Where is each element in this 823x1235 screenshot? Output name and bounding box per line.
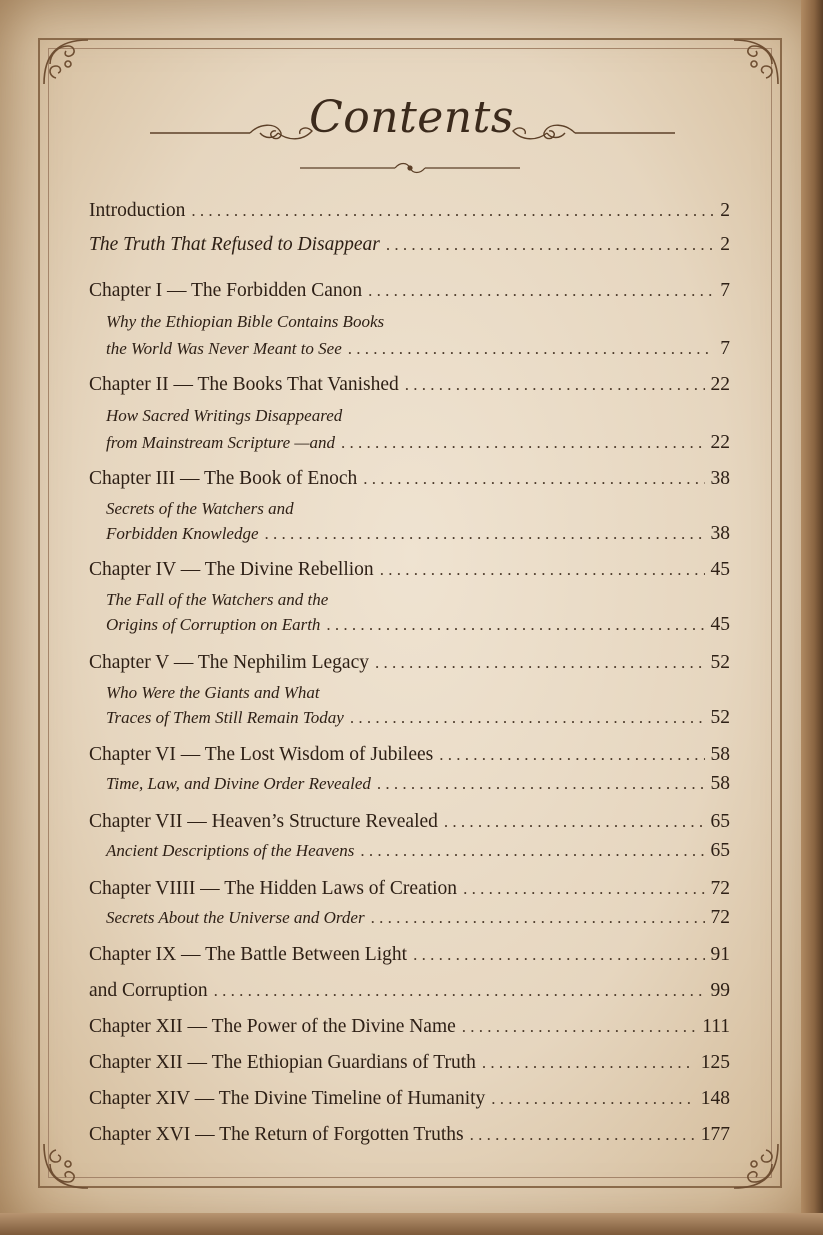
- toc-entry-title: Chapter XIV — The Divine Timeline of Humanity: [89, 1088, 486, 1109]
- toc-entry[interactable]: [89, 878, 730, 906]
- toc-entry[interactable]: [89, 652, 730, 680]
- toc-entry[interactable]: [89, 559, 730, 587]
- toc-entry-title: Chapter VII — Heaven’s Structure Revealed: [89, 811, 438, 832]
- toc-page-number: 148: [700, 1088, 730, 1109]
- toc-subentry-line: Secrets About the Universe and Order: [106, 908, 365, 927]
- toc-entry[interactable]: [89, 468, 730, 496]
- dot-leader: [363, 469, 704, 489]
- toc-entry[interactable]: [89, 200, 730, 228]
- toc-entry[interactable]: [89, 1088, 730, 1116]
- page-title: Contents: [309, 92, 514, 143]
- toc-subentry-line: Time, Law, and Divine Order Revealed: [106, 774, 371, 793]
- dot-leader: [348, 339, 714, 359]
- page-edge-bottom: [0, 1213, 823, 1235]
- dot-leader: [191, 201, 714, 221]
- toc-page-number: 38: [710, 523, 730, 544]
- toc-page-number: 2: [720, 200, 730, 221]
- toc-page-number: 125: [700, 1052, 730, 1073]
- toc-entry-title: Chapter VIIII — The Hidden Laws of Creation: [89, 878, 458, 899]
- toc-subentry-line: Secrets of the Watchers and: [106, 499, 294, 518]
- toc-page-number: 72: [710, 907, 730, 928]
- toc-entry-title: Chapter XII — The Power of the Divine Name: [89, 1016, 456, 1037]
- dot-leader: [444, 812, 705, 832]
- toc-entry[interactable]: [89, 944, 730, 972]
- toc-entry[interactable]: [106, 338, 730, 366]
- toc-entry-title: Introduction: [89, 200, 186, 221]
- dot-leader: [214, 981, 705, 1001]
- toc-entry[interactable]: [89, 280, 730, 308]
- toc-entry[interactable]: [106, 614, 730, 642]
- title-underline-flourish-icon: [300, 160, 520, 176]
- toc-entry[interactable]: [89, 811, 730, 839]
- toc-entry-title: Chapter V — The Nephilim Legacy: [89, 652, 369, 673]
- toc-subentry: [106, 683, 730, 728]
- toc-page-number: 58: [710, 744, 730, 765]
- toc-subentry-line: Why the Ethiopian Bible Contains Books: [106, 312, 385, 331]
- toc-subentry-line: Traces of Them Still Remain Today: [106, 708, 344, 727]
- toc-subentry-line: Who Were the Giants and What: [106, 683, 320, 702]
- dot-leader: [439, 745, 704, 765]
- toc-page-number: 65: [710, 840, 730, 861]
- toc-entry[interactable]: [89, 234, 730, 262]
- dot-leader: [360, 841, 704, 861]
- toc-page-number: 65: [710, 811, 730, 832]
- dot-leader: [341, 433, 704, 453]
- toc-page-number: 38: [710, 468, 730, 489]
- toc-subentry-line: Forbidden Knowledge: [106, 524, 259, 543]
- toc-page-number: 58: [710, 773, 730, 794]
- corner-flourish-icon: [38, 1138, 94, 1194]
- toc-page-number: 22: [710, 374, 730, 395]
- toc-page-number: 2: [720, 234, 730, 255]
- toc-entry[interactable]: [106, 707, 730, 735]
- toc-page-number: 45: [710, 559, 730, 580]
- toc-entry[interactable]: [89, 1052, 730, 1080]
- dot-leader: [265, 524, 705, 544]
- corner-flourish-icon: [728, 34, 784, 90]
- toc-page-number: 91: [710, 944, 730, 965]
- toc-page-number: 52: [710, 652, 730, 673]
- toc-page-number: 7: [720, 280, 730, 301]
- toc-subentry: [106, 590, 730, 635]
- toc-subentry-line: The Fall of the Watchers and the: [106, 590, 329, 609]
- dot-leader: [405, 375, 705, 395]
- toc-entry[interactable]: [106, 840, 730, 868]
- dot-leader: [463, 879, 704, 899]
- dot-leader: [380, 560, 705, 580]
- dot-leader: [470, 1125, 695, 1145]
- toc-entry-title: Chapter IX — The Battle Between Light: [89, 944, 408, 965]
- dot-leader: [375, 653, 705, 673]
- dot-leader: [386, 235, 714, 255]
- toc-entry-title: Chapter XVI — The Return of Forgotten Truths: [89, 1124, 464, 1145]
- toc-subentry-line: the World Was Never Meant to See: [106, 339, 342, 358]
- toc-entry[interactable]: [89, 744, 730, 772]
- toc-entry[interactable]: [89, 1016, 730, 1044]
- corner-flourish-icon: [728, 1138, 784, 1194]
- toc-subentry-line: Ancient Descriptions of the Heavens: [106, 841, 355, 860]
- toc-entry-title: Chapter III — The Book of Enoch: [89, 468, 358, 489]
- toc-page-number: 99: [710, 980, 730, 1001]
- toc-page-number: 52: [710, 707, 730, 728]
- toc-subentry-line: from Mainstream Scripture —and: [106, 433, 336, 452]
- toc-entry-title: Chapter I — The Forbidden Canon: [89, 280, 363, 301]
- dot-leader: [371, 908, 705, 928]
- dot-leader: [462, 1017, 696, 1037]
- dot-leader: [326, 615, 704, 635]
- toc-entry[interactable]: [106, 907, 730, 935]
- toc-page-number: 7: [720, 338, 730, 359]
- toc-subentry-line: How Sacred Writings Disappeared: [106, 406, 343, 425]
- toc-entry-title: and Corruption: [89, 980, 208, 1001]
- toc-page-number: 22: [710, 432, 730, 453]
- dot-leader: [491, 1089, 694, 1109]
- toc-subentry: [106, 406, 730, 453]
- page-edge-right: [801, 0, 823, 1235]
- dot-leader: [368, 281, 714, 301]
- toc-entry[interactable]: [106, 773, 730, 801]
- toc-entry[interactable]: [89, 1124, 730, 1152]
- toc-entry-title: Chapter IV — The Divine Rebellion: [89, 559, 374, 580]
- toc-entry-title: Chapter VI — The Lost Wisdom of Jubilees: [89, 744, 434, 765]
- toc-entry[interactable]: [89, 374, 730, 402]
- toc-page-number: 72: [710, 878, 730, 899]
- toc-subentry: [106, 499, 730, 544]
- toc-entry[interactable]: [89, 980, 730, 1008]
- dot-leader: [413, 945, 704, 965]
- toc-page-number: 177: [700, 1124, 730, 1145]
- toc-page-number: 45: [710, 614, 730, 635]
- toc-entry-title: Chapter II — The Books That Vanished: [89, 374, 399, 395]
- scroll-divider-icon: [505, 118, 675, 148]
- toc-entry[interactable]: [106, 432, 730, 460]
- toc-entry-title: Chapter XII — The Ethiopian Guardians of Truth: [89, 1052, 476, 1073]
- toc-page-number: 111: [702, 1016, 730, 1037]
- corner-flourish-icon: [38, 34, 94, 90]
- toc-subentry: [106, 312, 730, 359]
- dot-leader: [377, 774, 705, 794]
- dot-leader: [350, 708, 705, 728]
- toc-entry[interactable]: [106, 523, 730, 551]
- toc-subentry-line: Origins of Corruption on Earth: [106, 615, 321, 634]
- toc-entry-title: The Truth That Refused to Disappear: [89, 234, 380, 255]
- dot-leader: [482, 1053, 695, 1073]
